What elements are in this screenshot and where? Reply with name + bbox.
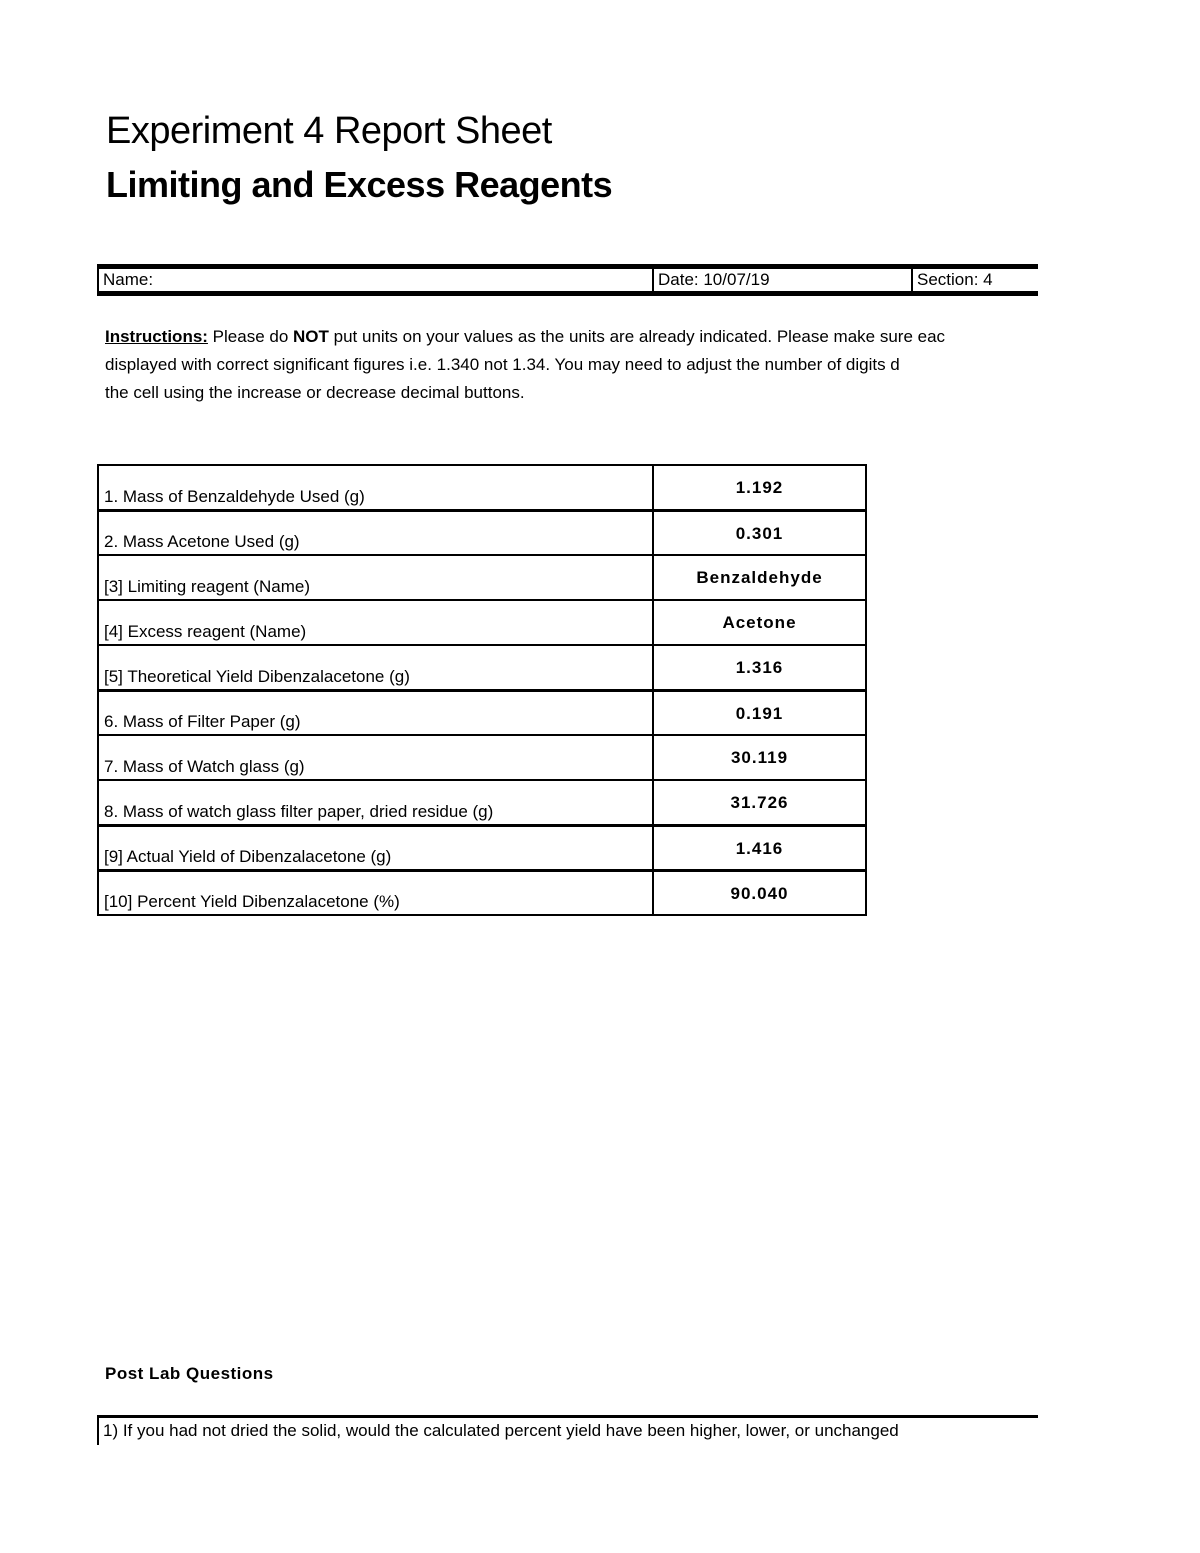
- date-field[interactable]: Date: 10/07/19: [652, 269, 911, 291]
- row-value[interactable]: Benzaldehyde: [653, 555, 866, 600]
- row-label: [10] Percent Yield Dibenzalacetone (%): [98, 870, 653, 915]
- instructions-line-1: [105, 323, 1038, 351]
- row-label: 6. Mass of Filter Paper (g): [98, 690, 653, 735]
- table-row: [98, 870, 866, 915]
- row-label: 1. Mass of Benzaldehyde Used (g): [98, 465, 653, 510]
- post-lab-heading: Post Lab Questions: [105, 1364, 274, 1383]
- table-row: [98, 690, 866, 735]
- row-value[interactable]: 0.301: [653, 510, 866, 555]
- report-subtitle: Limiting and Excess Reagents: [106, 164, 613, 205]
- instructions-emphasis: NOT: [293, 327, 329, 346]
- instructions-text-1a: Please do: [207, 327, 294, 346]
- instructions-line-2: displayed with correct significant figures i.e. 1.340 not 1.34. You may need to adjust the number of digits d: [105, 355, 900, 374]
- row-label: [5] Theoretical Yield Dibenzalacetone (g): [98, 645, 653, 690]
- table-row: [98, 780, 866, 825]
- row-label: 8. Mass of watch glass filter paper, dried residue (g): [98, 780, 653, 825]
- table-row: [98, 555, 866, 600]
- row-label: [9] Actual Yield of Dibenzalacetone (g): [98, 825, 653, 870]
- instructions-block: [105, 323, 1038, 407]
- row-label: 2. Mass Acetone Used (g): [98, 510, 653, 555]
- report-title: Experiment 4 Report Sheet: [106, 110, 552, 152]
- info-bar: [97, 264, 1038, 296]
- table-row: [98, 600, 866, 645]
- question-1-text: 1) If you had not dried the solid, would the calculated percent yield have been higher, lower, or unchanged: [103, 1421, 899, 1440]
- section-field[interactable]: Section: 4: [911, 269, 1038, 291]
- row-label: [4] Excess reagent (Name): [98, 600, 653, 645]
- table-row: [98, 735, 866, 780]
- row-value[interactable]: Acetone: [653, 600, 866, 645]
- row-value[interactable]: 30.119: [653, 735, 866, 780]
- table-row: [98, 510, 866, 555]
- question-1-cell[interactable]: [97, 1415, 1038, 1445]
- row-value[interactable]: 1.192: [653, 465, 866, 510]
- instructions-line-3: the cell using the increase or decrease decimal buttons.: [105, 383, 525, 402]
- row-label: 7. Mass of Watch glass (g): [98, 735, 653, 780]
- table-row: [98, 825, 866, 870]
- instructions-label: Instructions:: [105, 327, 208, 346]
- table-row: [98, 465, 866, 510]
- row-value[interactable]: 1.316: [653, 645, 866, 690]
- row-value[interactable]: 31.726: [653, 780, 866, 825]
- row-value[interactable]: 1.416: [653, 825, 866, 870]
- row-value[interactable]: 0.191: [653, 690, 866, 735]
- row-value[interactable]: 90.040: [653, 870, 866, 915]
- instructions-text-1b: put units on your values as the units are already indicated. Please make sure eac: [328, 327, 946, 346]
- name-field[interactable]: Name:: [97, 269, 652, 291]
- table-row: [98, 645, 866, 690]
- row-label: [3] Limiting reagent (Name): [98, 555, 653, 600]
- results-table: [97, 464, 867, 916]
